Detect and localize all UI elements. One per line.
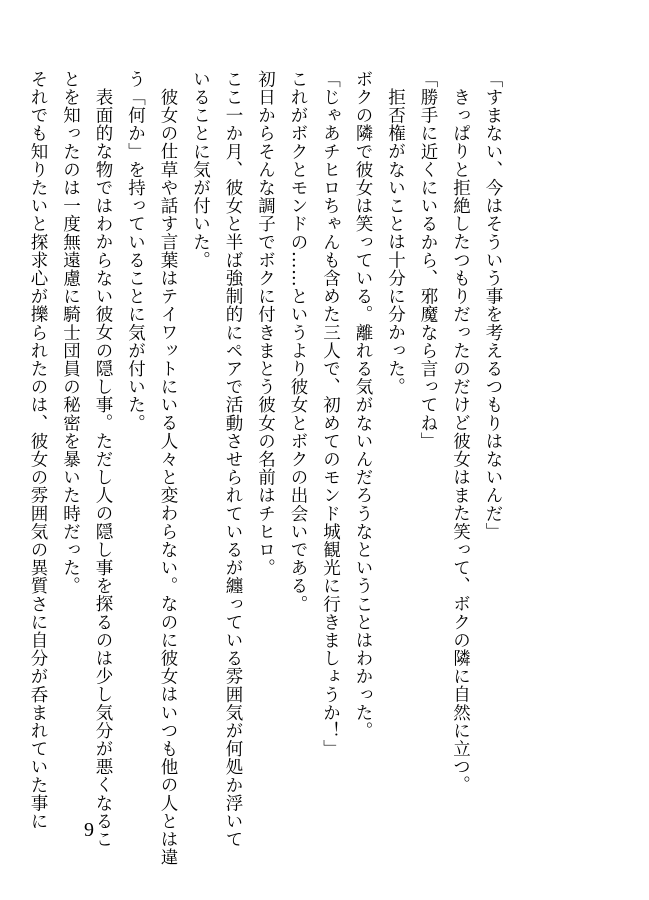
text-line: 「すまない、今はそういう事を考えるつもりはないんだ」 (483, 70, 503, 541)
text-line: とを知ったのは一度無遠慮に騎士団員の秘密を暴いた時だった。 (60, 70, 81, 595)
text-line: 初日からそんな調子でボクに付きまとう彼女の名前はチヒロ。 (255, 70, 276, 577)
text-line: ここ一か月、彼女と半ば強制的にペアで活動させられているが纏っている雰囲気が何処か浮いて (223, 70, 243, 849)
page-number: 9 (84, 819, 94, 841)
text-line: ボクの隣で彼女は笑っている。離れる気がないんだろうなということはわかった。 (353, 70, 373, 740)
text-line: う「何か」を持っていることに気が付いた。 (125, 70, 146, 432)
text-line: 表面的な物ではわからない彼女の隠し事。ただし人の隠し事を探るのは少し気分が悪くなるこ (93, 87, 113, 848)
text-line: 「勝手に近くにいるから、邪魔なら言ってね」 (418, 70, 438, 451)
text-line: いることに気が付いた。 (190, 70, 211, 270)
text-line: これがボクとモンドの……というより彼女とボクの出会いである。 (288, 70, 308, 613)
text-line: 拒否権がないことは十分に分かった。 (385, 87, 406, 396)
text-line: それでも知りたいと探求心が擽られたのは、彼女の雰囲気の異質さに自分が呑まれていた事に (28, 70, 48, 831)
text-line: 彼女の仕草や話す言葉はテイワットにいる人々と変わらない。なのに彼女はいつも他の人とは違 (158, 87, 178, 866)
text-line: きっぱりと拒絶したつもりだったのだけど彼女はまた笑って、ボクの隣に自然に立つ。 (450, 87, 471, 794)
body-text (22, 70, 510, 866)
text-line: 「じゃあチヒロちゃんも含めた三人で、初めてのモンド城観光に行きましょうか！」 (320, 70, 341, 758)
